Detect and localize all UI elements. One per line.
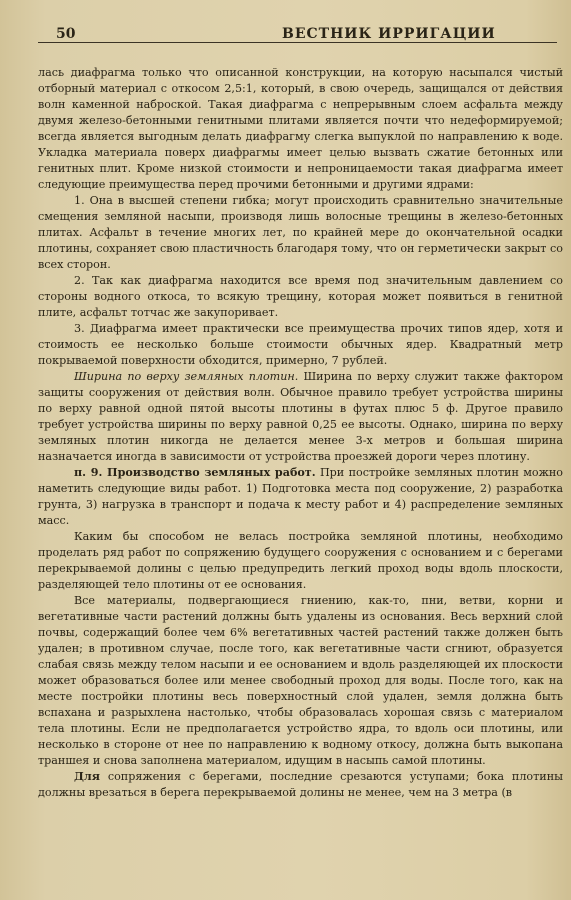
paragraph: п. 9. Производство земляных работ. При постройке земляных плотин можно наметить следующие виды работ. 1) Подготовка места под сооружение, 2) разработка грунта, 3) нагрузка в транспорт и подача к месту работ и 4) распределение земляных масс.	[38, 466, 563, 527]
paragraph: Все материалы, подвергающиеся гниению, как-то, пни, ветви, корни и вегетативные части растений должны быть удалены из основания. Весь верхний слой почвы, содержащий более чем 6% вегетативных частей растений также должен быть удален; в противном случае, после того, как вегетативные части сгниют, образуется слабая связь между телом насыпи и ее основанием и вдоль разделяющей их плоскости может образоваться более или менее свободный проход для воды. После того, как на месте постройки плотины весь поверхностный слой удален, земля должна быть вспахана и разрыхлена настолько, чтобы образовалась хорошая связь с материалом тела плотины. Если не предполагается устройство ядра, то вдоль оси плотины, или несколько в стороне от нее по направлению к водному откосу, должна быть выкопана траншея и снова заполнена материалом, идущим в насыпь самой плотины.	[38, 594, 563, 767]
paragraph: 1. Она в высшей степени гибка; могут происходить сравнительно значительные смещения земляной насыпи, производя лишь волосные трещины в железо-бетонных плитах. Асфальт в течение многих лет, по крайней мере до окончательной осадки плотины, сохраняет свою пластичность благодаря тому, что он герметически закрыт со всех сторон.	[38, 194, 563, 271]
paragraph: Ширина по верху земляных плотин. Ширина по верху служит также фактором защиты сооружения от действия волн. Обычное правило требует устройства ширины по верху равной одной пятой высоты плотины в футах плюс 5 ф. Другое правило требует устройства ширины по верху равной 0,25 ее высоты. Однако, ширина по верху земляных плотин никогда не делается менее 3-х метров и большая ширина назначается иногда в зависимости от устройства проезжей дороги через плотину.	[38, 370, 564, 463]
paragraph: лась диафрагма только что описанной конструкции, на которую насыпался чистый отборный материал с откосом 2,5:1, который, в свою очередь, защищался от действия волн каменной наброской. Такая диафрагма с непрерывным слоем асфальта между двумя железо-бетонными генитными плитами является почти что недеформируемой; всегда является выгодным делать диафрагму слегка выпуклой по направлению к воде. Укладка материала поверх диафрагмы имеет целью вызвать сжатие бетонных или генитных плит. Кроме низкой стоимости и непроницаемости такая диафрагма имеет следующие преимущества перед прочими бетонными и другими ядрами:	[38, 66, 563, 191]
page-header	[38, 20, 557, 43]
bold-lead-word: Для	[74, 770, 100, 783]
paragraph: Для сопряжения с берегами, последние срезаются уступами; бока плотины должны врезаться в берега перекрываемой долины не менее, чем на 3 метра (в	[38, 770, 563, 799]
article-body	[38, 65, 563, 801]
paragraph: 3. Диафрагма имеет практически все преимущества прочих типов ядер, хотя и стоимость ее несколько больше стоимости обычных ядер. Квадратный метр покрываемой поверхности обходится, примерно, 7 рублей.	[38, 322, 563, 367]
paragraph: Каким бы способом не велась постройка земляной плотины, необходимо проделать ряд работ по сопряжению будущего сооружения с основанием и с берегами перекрываемой долины с целью предупредить легкий проход воды вдоль плоскости, разделяющей тело плотины от ее основания.	[38, 530, 563, 591]
paragraph: 2. Так как диафрагма находится все время под значительным давлением со стороны водного откоса, то всякую трещину, которая может появиться в генитной плите, асфальт тотчас же закупоривает.	[38, 274, 563, 319]
section-heading: п. 9. Производство земляных работ.	[74, 466, 316, 479]
page-number: 50	[56, 26, 76, 42]
journal-title: ВЕСТНИК ИРРИГАЦИИ	[282, 26, 496, 42]
subsection-heading: Ширина по верху земляных плотин.	[74, 370, 299, 383]
